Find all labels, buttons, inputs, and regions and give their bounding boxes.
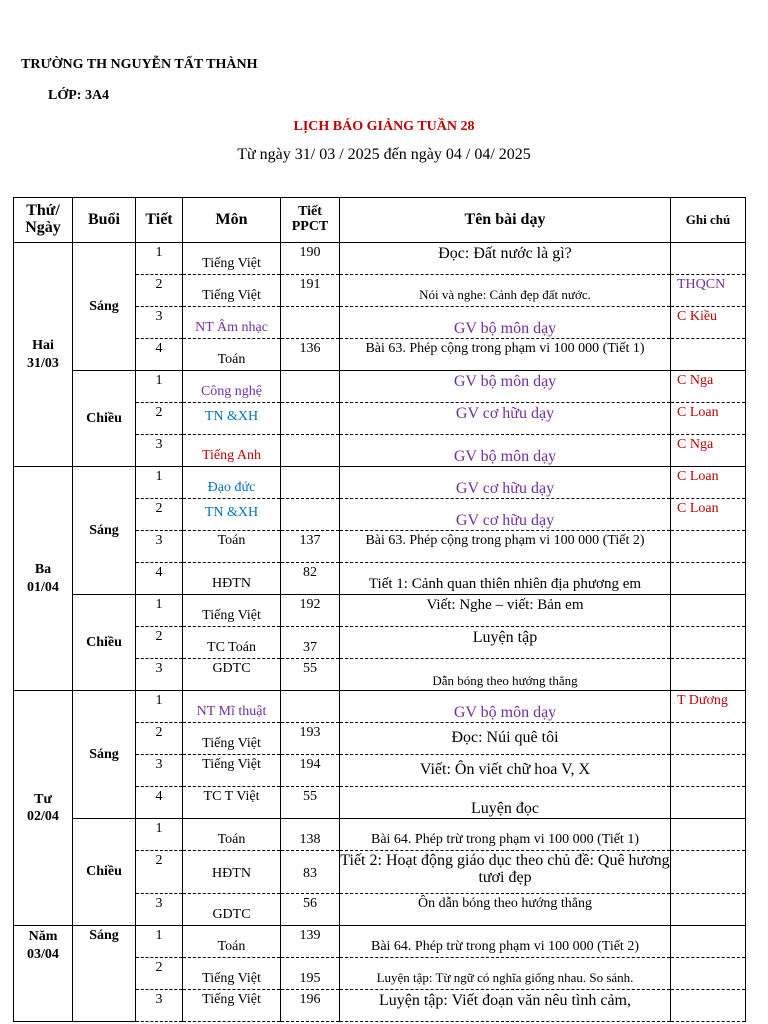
table-header-row: [14, 198, 746, 243]
ppct-number: 194: [299, 757, 321, 772]
lesson-name: Tiết 2: Hoạt động giáo dục theo chủ đề: Quê hương tươi đẹp: [340, 852, 670, 886]
session-label: Sáng: [73, 467, 136, 595]
subject-name: Toán: [217, 832, 246, 847]
lesson-name: Bài 63. Phép cộng trong phạm vi 100 000 (Tiết 2): [365, 533, 645, 548]
column-header-subject: Môn: [183, 198, 281, 243]
school-name: TRƯỜNG TH NGUYỄN TẤT THÀNH: [21, 57, 258, 72]
session-label: Sáng: [73, 691, 136, 819]
period-number: 3: [155, 437, 163, 452]
period-number: 3: [155, 896, 163, 911]
period-number: 4: [155, 789, 163, 804]
ppct-number: 82: [303, 565, 317, 580]
lesson-name: Đọc: Đất nước là gì?: [438, 245, 572, 262]
period-number: 4: [155, 565, 163, 580]
lesson-name: Bài 63. Phép cộng trong phạm vi 100 000 (Tiết 1): [365, 341, 645, 356]
note-text: THQCN: [677, 277, 726, 292]
period-number: 1: [155, 245, 163, 260]
lesson-name: GV bộ môn dạy: [453, 373, 557, 390]
session-label: Sáng: [73, 926, 136, 1022]
subject-name: Toán: [217, 533, 246, 548]
lesson-name: Đọc: Núi quê tôi: [451, 729, 559, 746]
lesson-name: Luyện tập: Từ ngữ có nghĩa giống nhau. So sánh.: [376, 970, 634, 985]
period-number: 3: [155, 309, 163, 324]
subject-name: TC Toán: [207, 640, 256, 655]
subject-name: Tiếng Việt: [202, 736, 261, 751]
lesson-name: Tiết 1: Cảnh quan thiên nhiên địa phương em: [368, 576, 642, 592]
lesson-name: Dẫn bóng theo hướng thẳng: [432, 673, 578, 688]
table-row: [14, 819, 746, 851]
period-number: 2: [155, 960, 163, 975]
subject-name: TN &XH: [204, 409, 259, 424]
date-range: Từ ngày 31/ 03 / 2025 đến ngày 04 / 04/ 2025: [237, 146, 531, 163]
lesson-name: GV bộ môn dạy: [453, 704, 557, 721]
period-number: 2: [155, 501, 163, 516]
ppct-number: 193: [299, 725, 321, 740]
period-number: 1: [155, 928, 163, 943]
subject-name: TC T Việt: [203, 789, 260, 804]
note-text: C Nga: [677, 437, 714, 452]
lesson-name: Bài 64. Phép trừ trong phạm vi 100 000 (Tiết 1): [370, 832, 639, 847]
day-label: Hai 31/03: [14, 243, 73, 467]
period-number: 3: [155, 533, 163, 548]
ppct-number: 55: [303, 661, 317, 676]
lesson-name: Bài 64. Phép trừ trong phạm vi 100 000 (Tiết 2): [370, 939, 639, 954]
column-header-day: Thứ/ Ngày: [14, 198, 73, 243]
column-header-note: Ghi chú: [671, 198, 746, 243]
session-label: Sáng: [73, 243, 136, 371]
ppct-number: 56: [303, 896, 317, 911]
page-title: LỊCH BÁO GIẢNG TUẦN 28: [293, 119, 475, 134]
class-label: LỚP: 3A4: [48, 88, 110, 103]
column-header-period: Tiết: [136, 198, 183, 243]
lesson-name: GV cơ hữu dạy: [455, 480, 555, 497]
lesson-name: Luyện tập: Viết đoạn văn nêu tình cảm,: [378, 992, 631, 1009]
ppct-number: 190: [299, 245, 321, 260]
subject-name: NT Âm nhạc: [195, 320, 268, 335]
ppct-number: 139: [299, 928, 321, 943]
subject-name: Tiếng Việt: [202, 288, 261, 303]
ppct-number: 83: [303, 866, 317, 881]
table-row: [14, 691, 746, 723]
subject-name: GDTC: [212, 907, 251, 922]
ppct-number: 37: [303, 640, 317, 655]
day-label: Năm 03/04: [14, 926, 73, 1022]
table-row: [14, 371, 746, 403]
table-row: [14, 243, 746, 275]
session-label: Chiều: [73, 371, 136, 467]
lesson-name: Nói và nghe: Cảnh đẹp đất nước.: [419, 287, 591, 302]
lesson-name: GV bộ môn dạy: [453, 320, 557, 337]
table-row: [14, 595, 746, 627]
subject-name: NT Mĩ thuật: [196, 704, 267, 719]
lesson-name: Luyện đọc: [471, 800, 539, 817]
lesson-name: Ôn dẫn bóng theo hướng thẳng: [417, 896, 593, 911]
ppct-number: 137: [299, 533, 321, 548]
ppct-number: 55: [303, 789, 317, 804]
subject-name: Tiếng Việt: [202, 992, 261, 1007]
session-label: Chiều: [73, 819, 136, 926]
period-number: 2: [155, 405, 163, 420]
note-text: C Loan: [677, 469, 719, 484]
note-text: C Loan: [677, 405, 719, 420]
subject-name: Toán: [217, 939, 246, 954]
period-number: 1: [155, 821, 163, 836]
note-text: C Loan: [677, 501, 719, 516]
subject-name: Công nghệ: [200, 384, 263, 399]
period-number: 2: [155, 725, 163, 740]
lesson-name: GV cơ hữu dạy: [455, 512, 555, 529]
lesson-name: GV bộ môn dạy: [453, 448, 557, 465]
note-text: T Dương: [677, 693, 728, 708]
period-number: 2: [155, 853, 163, 868]
lesson-name: Luyện tập: [472, 629, 538, 646]
column-header-session: Buổi: [73, 198, 136, 243]
period-number: 4: [155, 341, 163, 356]
subject-name: Đạo đức: [207, 480, 256, 495]
period-number: 3: [155, 661, 163, 676]
period-number: 1: [155, 373, 163, 388]
day-label: Tư 02/04: [14, 691, 73, 926]
period-number: 2: [155, 629, 163, 644]
subject-name: Tiếng Anh: [201, 448, 261, 463]
ppct-number: 191: [299, 277, 321, 292]
ppct-number: 195: [299, 971, 321, 986]
ppct-number: 192: [299, 597, 321, 612]
table-row: [14, 467, 746, 499]
lesson-name: Viết: Nghe – viết: Bản em: [426, 597, 584, 613]
subject-name: Tiếng Việt: [202, 757, 261, 772]
table-row: [14, 926, 746, 958]
column-header-ppct: Tiết PPCT: [281, 198, 340, 243]
ppct-number: 196: [299, 992, 321, 1007]
subject-name: TN &XH: [204, 505, 259, 520]
column-header-lesson: Tên bài dạy: [340, 198, 671, 243]
subject-name: HĐTN: [212, 576, 251, 591]
ppct-number: 136: [299, 341, 321, 356]
day-label: Ba 01/04: [14, 467, 73, 691]
note-text: C Nga: [677, 373, 714, 388]
note-text: C Kiều: [677, 309, 718, 324]
period-number: 3: [155, 992, 163, 1007]
period-number: 2: [155, 277, 163, 292]
period-number: 3: [155, 757, 163, 772]
session-label: Chiều: [73, 595, 136, 691]
subject-name: GDTC: [212, 661, 251, 676]
subject-name: Tiếng Việt: [202, 608, 261, 623]
schedule-table: [13, 197, 746, 1022]
lesson-name: GV cơ hữu dạy: [455, 405, 555, 422]
period-number: 1: [155, 693, 163, 708]
period-number: 1: [155, 597, 163, 612]
subject-name: HĐTN: [212, 866, 251, 881]
ppct-number: 138: [299, 832, 321, 847]
subject-name: Tiếng Việt: [202, 256, 261, 271]
period-number: 1: [155, 469, 163, 484]
subject-name: Tiếng Việt: [202, 971, 261, 986]
subject-name: Toán: [217, 352, 246, 367]
lesson-name: Viết: Ôn viết chữ hoa V, X: [419, 761, 591, 778]
